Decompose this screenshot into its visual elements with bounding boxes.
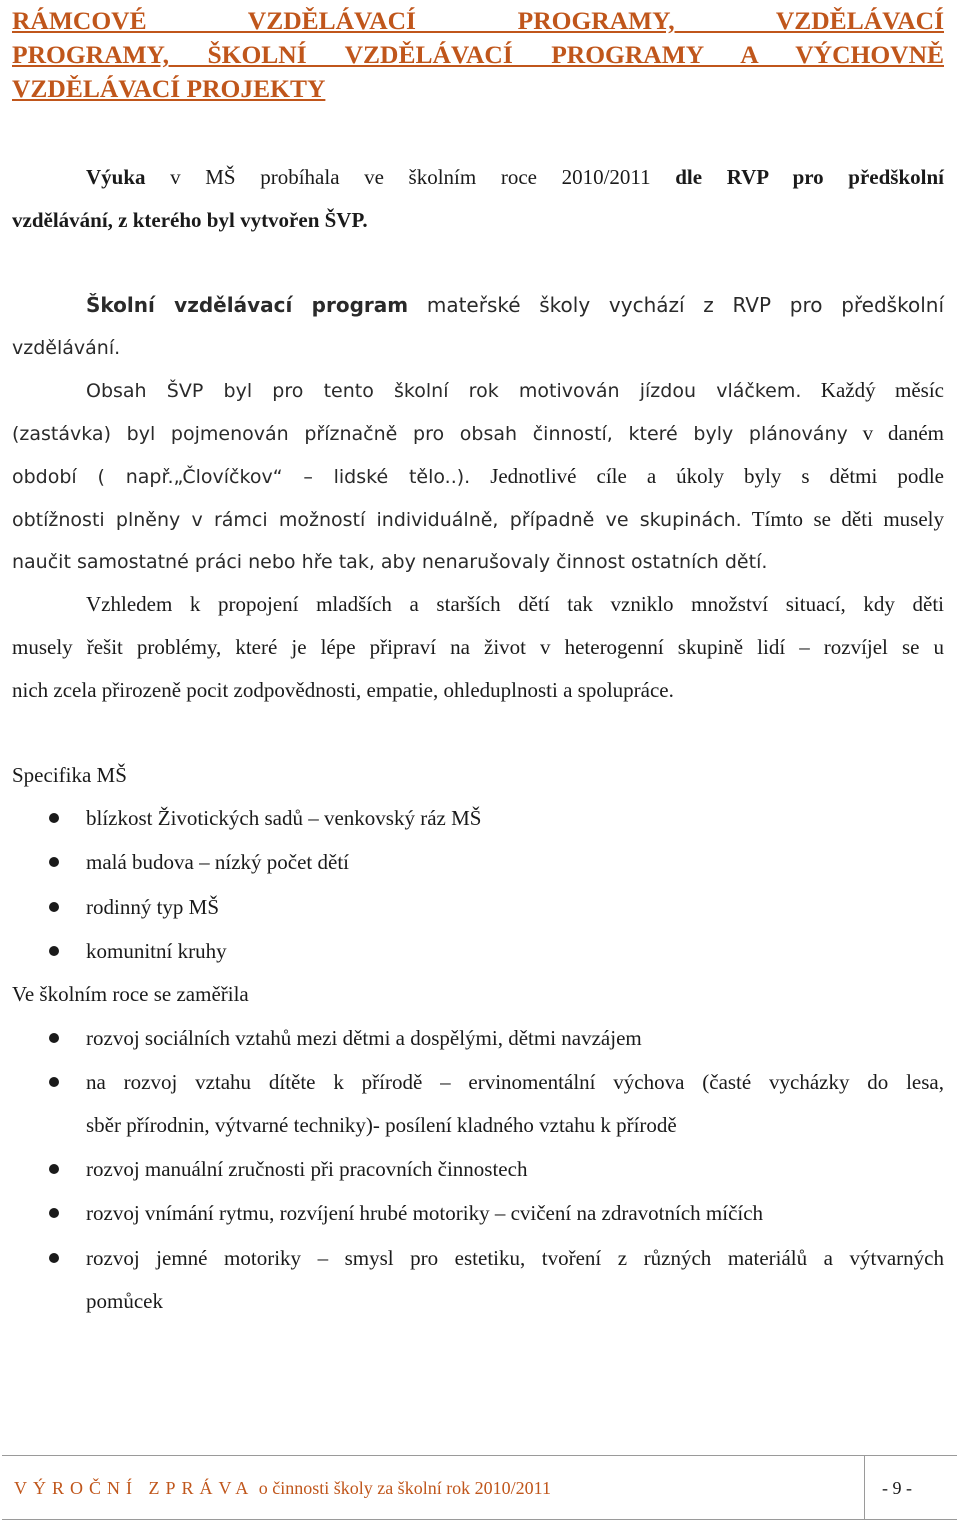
- footer-title: [14, 1476, 551, 1500]
- para1-text-3b: Jednotlivé cíle a úkoly byly s dětmi podle: [470, 464, 944, 488]
- page-footer: [2, 1455, 957, 1520]
- bullet-icon: [49, 946, 59, 956]
- list-item: malá budova – nízký počet dětí: [86, 850, 350, 874]
- page-number: - 9 -: [882, 1478, 912, 1498]
- footer-divider: [864, 1456, 865, 1519]
- intro-text-1: v MŠ probíhala ve školním roce 2010/2011: [145, 165, 676, 189]
- para1-text-3a: období ( např.„Človíčkov“ – lidské tělo..).: [12, 466, 471, 488]
- intro-bold-2: dle RVP pro předškolní: [675, 165, 944, 189]
- list-item: rozvoj vnímání rytmu, rozvíjení hrubé motoriky – cvičení na zdravotních míčích: [86, 1201, 764, 1225]
- intro-bold-1: Výuka: [86, 165, 146, 189]
- list-item: na rozvoj vztahu dítěte k přírodě – ervinomentální výchova (časté vycházky do lesa,: [86, 1070, 944, 1094]
- bullet-icon: [49, 857, 59, 867]
- list-item: rozvoj jemné motoriky – smysl pro estetiku, tvoření z různých materiálů a výtvarných: [86, 1246, 944, 1270]
- footer-subtitle: o činnosti školy za školní rok 2010/2011: [254, 1478, 552, 1498]
- list-item: blízkost Životických sadů – venkovský ráz MŠ: [86, 806, 482, 830]
- para1-text-2a: (zastávka): [12, 423, 111, 445]
- para1-text-1a: Obsah ŠVP byl pro tento školní rok motivován jízdou vláčkem.: [86, 380, 802, 402]
- footer-brand: VÝROČNÍ ZPRÁVA: [14, 1478, 255, 1498]
- list-item: rodinný typ MŠ: [86, 895, 220, 919]
- para1-line-1: [12, 376, 944, 405]
- focus-title: Ve školním roce se zaměřila: [12, 982, 249, 1006]
- para1-text-4a: obtížnosti plněny v rámci možností individuálně, případně ve skupinách.: [12, 509, 742, 531]
- para1-line-2: [12, 419, 944, 448]
- list-item: komunitní kruhy: [86, 939, 227, 963]
- list-item: rozvoj sociálních vztahů mezi dětmi a dospělými, dětmi navzájem: [86, 1026, 642, 1050]
- list-item: rozvoj manuální zručnosti při pracovních činnostech: [86, 1157, 528, 1181]
- list-item-continuation: pomůcek: [86, 1289, 163, 1313]
- bullet-icon: [49, 1077, 59, 1087]
- specifika-title: Specifika MŠ: [12, 763, 127, 787]
- list-item-continuation: sběr přírodnin, výtvarné techniky)- posílení kladného vztahu k přírodě: [86, 1113, 677, 1137]
- para1-text-4b: Tímto se děti musely: [741, 507, 944, 531]
- svp-line-2: vzdělávání.: [12, 337, 121, 359]
- para1-text-2b: byl pojmenován příznačně pro obsah činností, které byly plánovány: [111, 423, 848, 445]
- para1-line-3: [12, 462, 944, 491]
- section-heading: [12, 4, 944, 106]
- para2-line-3: nich zcela přirozeně pocit zodpovědnosti, empatie, ohleduplnosti a spolupráce.: [12, 678, 674, 702]
- bullet-icon: [49, 1208, 59, 1218]
- svp-text: mateřské školy vychází z RVP pro předškolní: [408, 293, 944, 317]
- bullet-icon: [49, 902, 59, 912]
- bullet-icon: [49, 1033, 59, 1043]
- bullet-icon: [49, 1164, 59, 1174]
- heading-line-1: RÁMCOVÉ VZDĚLÁVACÍ PROGRAMY, VZDĚLÁVACÍ: [12, 6, 944, 35]
- intro-line-1: [12, 163, 944, 191]
- intro-line-2: [12, 206, 944, 234]
- svp-bold: Školní vzdělávací program: [86, 293, 409, 317]
- intro-bold-3: vzdělávání, z kterého byl vytvořen ŠVP.: [12, 208, 368, 232]
- heading-line-2: PROGRAMY, ŠKOLNÍ VZDĚLÁVACÍ PROGRAMY A VÝCHOVNĚ: [12, 40, 944, 69]
- para1-line-4: [12, 505, 944, 534]
- para2-line-2: musely řešit problémy, které je lépe připraví na život v heterogenní skupině lidí – rozvíjel se u: [12, 635, 944, 659]
- para1-text-2c: v daném: [847, 421, 944, 445]
- para1-text-1b: Každý měsíc: [801, 378, 944, 402]
- svp-line-1: [12, 291, 944, 319]
- para1-line-5: naučit samostatné práci nebo hře tak, aby nenarušovaly činnost ostatních dětí.: [12, 551, 768, 573]
- heading-line-3: VZDĚLÁVACÍ PROJEKTY: [12, 74, 326, 103]
- para2-line-1: Vzhledem k propojení mladších a starších dětí tak vzniklo množství situací, kdy děti: [86, 592, 944, 616]
- bullet-icon: [49, 1253, 59, 1263]
- bullet-icon: [49, 813, 59, 823]
